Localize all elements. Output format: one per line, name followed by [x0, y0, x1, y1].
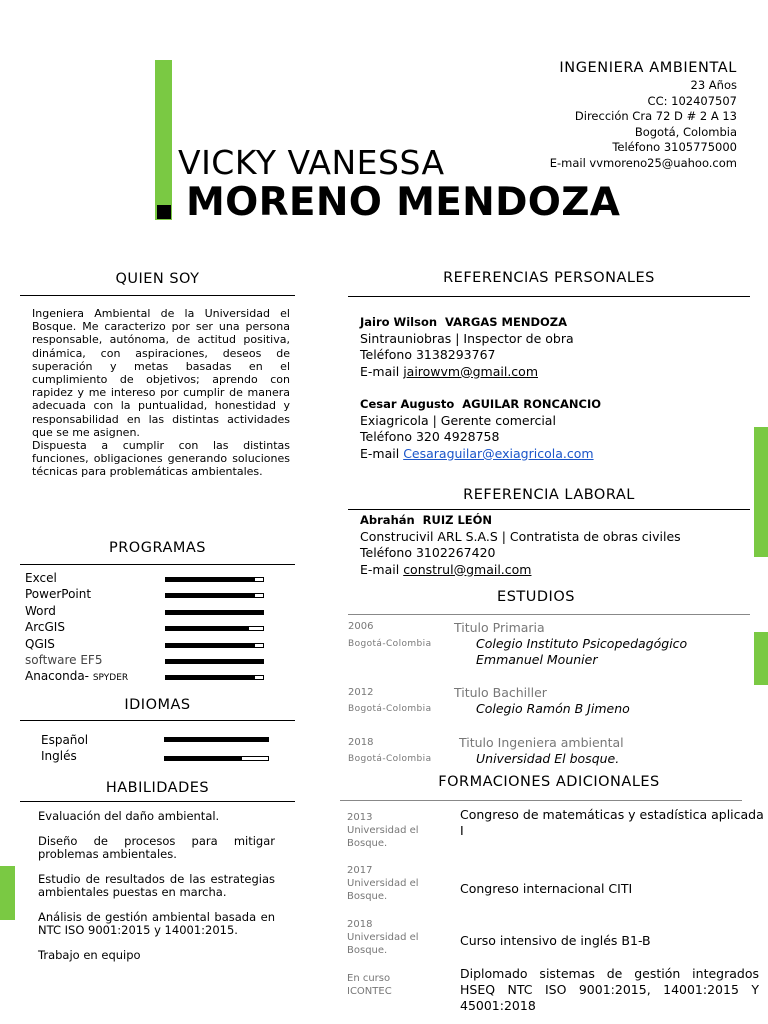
program-name: PowerPoint: [25, 587, 92, 602]
skill-level-fill: [165, 610, 264, 615]
personal-ref: Cesar Augusto AGUILAR RONCANCIO Exiagricola | Gerente comercial Teléfono 320 4928758 E-mail Cesaraguilar@exiagricola.com: [360, 397, 601, 461]
skill-level-bar: [164, 737, 269, 742]
first-names: VICKY VANESSA: [178, 143, 445, 182]
age: 23 Años: [690, 78, 737, 92]
skill-level-bar: [165, 577, 264, 582]
programs-heading: PROGRAMAS: [108, 540, 206, 556]
programs-list: [25, 570, 165, 687]
skill-level-bar: [165, 593, 264, 598]
phone: Teléfono 3105775000: [612, 140, 737, 154]
program-name: Word: [25, 603, 56, 618]
about-rule: [20, 295, 295, 296]
accent-bar-left: [0, 866, 15, 920]
last-names: MORENO MENDOZA: [186, 180, 621, 225]
extra-item: 2017 Universidad el Bosque. Congreso internacional CITI: [347, 865, 633, 902]
extra-heading: FORMACIONES ADICIONALES: [438, 774, 660, 790]
skill-level-bar: [165, 643, 264, 648]
skills-heading: HABILIDADES: [105, 780, 210, 796]
email-link[interactable]: jairowvm@gmail.com: [403, 363, 538, 379]
languages-list: [41, 732, 88, 765]
skill-item: Diseño de procesos para mitigar problemas ambientales.: [38, 833, 275, 861]
skill-level-fill: [165, 593, 254, 598]
program-name: Anaconda- SPYDER: [25, 669, 129, 684]
program-name: software EF5: [25, 653, 103, 668]
personal-ref: Jairo Wilson VARGAS MENDOZA Sintrauniobras | Inspector de obra Teléfono 3138293767 E-mail jairowvm@gmail.com: [360, 315, 574, 379]
studies-heading: ESTUDIOS: [497, 589, 575, 605]
extra-rule: [340, 800, 742, 801]
accent-bar-top: [155, 60, 172, 220]
skill-level-bar: [165, 626, 264, 631]
email: E-mail vvmoreno25@uahoo.com: [549, 155, 737, 170]
program-name: ArcGIS: [25, 620, 65, 635]
skill-level-fill: [165, 675, 254, 680]
extra-item: 2018 Universidad el Bosque. Curso intensivo de inglés B1-B: [347, 919, 651, 956]
skills-list: [38, 810, 275, 962]
skill-level-bar: [164, 756, 269, 761]
languages-rule: [20, 720, 295, 721]
languages-heading: IDIOMAS: [124, 697, 191, 713]
accent-bar-right-2: [754, 632, 768, 685]
work-ref-rule: [348, 509, 750, 510]
skill-level-fill: [164, 737, 269, 742]
profession: INGENIERA AMBIENTAL: [559, 60, 737, 76]
programs-rule: [20, 564, 295, 565]
skill-level-bar: [165, 659, 264, 664]
skill-item: Estudio de resultados de las estrategias ambientales puestas en marcha.: [38, 871, 275, 899]
contact-block: [550, 58, 737, 171]
skill-item: Análisis de gestión ambiental basada en NTC ISO 9001:2015 y 14001:2015.: [38, 909, 275, 937]
skill-level-fill: [165, 577, 254, 582]
skill-level-fill: [165, 643, 254, 648]
about-heading: QUIEN SOY: [115, 271, 200, 287]
skills-rule: [20, 801, 295, 802]
personal-refs-heading: REFERENCIAS PERSONALES: [443, 270, 655, 286]
work-ref: Abrahán RUIZ LEÓN Construcivil ARL S.A.S | Contratista de obras civiles Teléfono 3102267420 E-mail construl@gmail.com: [360, 513, 681, 577]
accent-bar-right-1: [754, 427, 768, 557]
skill-level-remaining: [254, 593, 264, 598]
address: Dirección Cra 72 D # 2 A 13: [574, 109, 737, 123]
skill-item: Trabajo en equipo: [38, 947, 141, 962]
skill-level-bar: [165, 610, 264, 615]
about-text: Ingeniera Ambiental de la Universidad el Bosque. Me caracterizo por ser una persona responsable, autónoma, de actitud positiva, dinámica, con aspiraciones, deseos de superación y metas basadas en el cumplimiento de objetivos; aprendo con rapidez y me intereso por cumplir de manera adecuada con la puntualidad, honestidad y responsabilidad en las distintas actividades que se me asignen. Dispuesta a cumplir con las distintas funciones, obligaciones generando soluciones técnicas para problemáticas ambientales.: [32, 307, 290, 479]
skill-level-remaining: [254, 643, 264, 648]
skill-level-remaining: [241, 756, 269, 761]
skill-level-bar: [165, 675, 264, 680]
id-number: CC: 102407507: [647, 93, 737, 108]
program-name: Excel: [25, 571, 57, 585]
skill-level-remaining: [254, 675, 264, 680]
email-link[interactable]: construl@gmail.com: [403, 561, 532, 577]
personal-refs-rule: [348, 296, 750, 297]
accent-square: [157, 205, 171, 219]
email-link[interactable]: Cesaraguilar@exiagricola.com: [403, 445, 594, 461]
skill-level-fill: [164, 756, 241, 761]
work-ref-heading: REFERENCIA LABORAL: [463, 487, 635, 503]
skill-level-remaining: [254, 577, 264, 582]
skill-level-fill: [165, 626, 248, 631]
language-name: Español: [41, 733, 89, 747]
city: Bogotá, Colombia: [634, 124, 737, 139]
language-name: Inglés: [41, 749, 77, 764]
skill-level-remaining: [248, 626, 264, 631]
skill-item: Evaluación del daño ambiental.: [38, 809, 220, 823]
studies-rule: [348, 614, 750, 615]
extra-item: En curso ICONTEC Diplomado sistemas de gestión integrados HSEQ NTC ISO 9001:2015, 14001:2015 Y 45001:2018: [347, 966, 759, 1013]
extra-item: 2013 Universidad el Bosque. Congreso de matemáticas y estadística aplicada I: [347, 807, 764, 849]
skill-level-fill: [165, 659, 264, 664]
program-name: QGIS: [25, 636, 55, 651]
